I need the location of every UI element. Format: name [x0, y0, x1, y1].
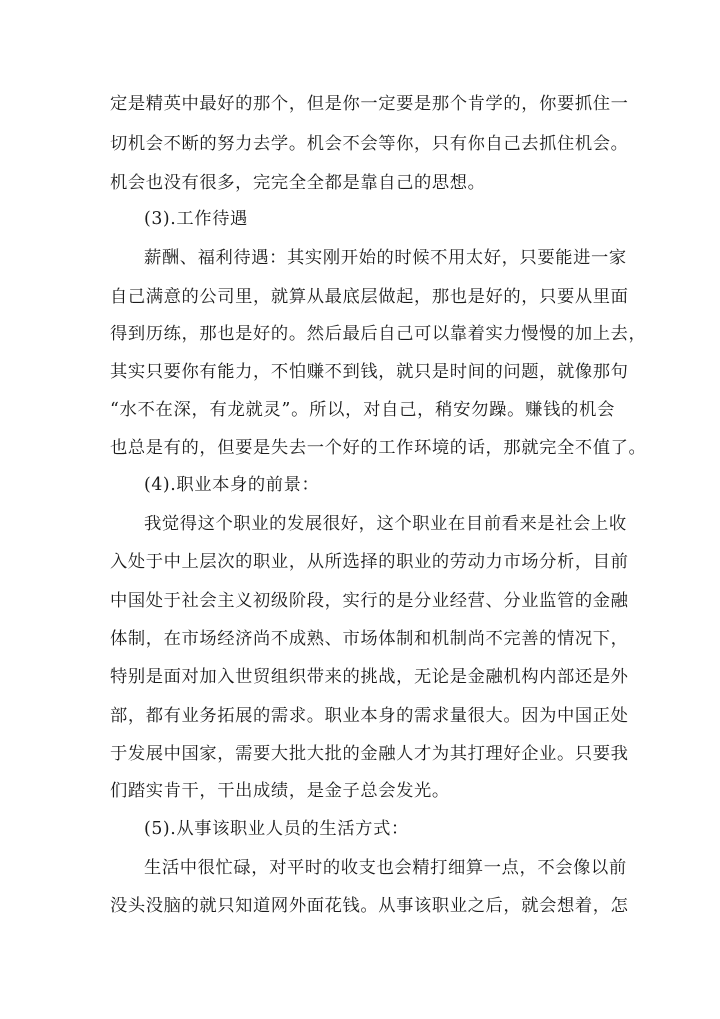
text-line: 定是精英中最好的那个，但是你一定要是那个肯学的，你要抓住一: [110, 94, 629, 114]
text-line: 于发展中国家，需要大批大批的金融人才为其打理好企业。只要我: [110, 744, 629, 764]
text-line: 我觉得这个职业的发展很好，这个职业在目前看来是社会上收: [144, 514, 627, 534]
text-line: 自己满意的公司里，就算从最底层做起，那也是好的，只要从里面: [110, 287, 629, 307]
text-line: 机会也没有很多，完完全全都是靠自己的思想。: [110, 173, 486, 193]
section-heading: (4).职业本身的前景：: [144, 475, 320, 495]
text-line: 们踏实肯干，干出成绩，是金子总会发光。: [110, 781, 450, 801]
section-heading: (5).从事该职业人员的生活方式：: [144, 819, 409, 839]
text-line: 体制，在市场经济尚不成熟、市场体制和机制尚不完善的情况下，: [110, 629, 629, 649]
text-line: 也总是有的，但要是失去一个好的工作环境的话，那就完全不值了。: [110, 438, 647, 458]
text-line: 入处于中上层次的职业，从所选择的职业的劳动力市场分析，目前: [110, 552, 629, 572]
section-heading: (3).工作待遇: [144, 209, 248, 229]
text-line: 其实只要你有能力，不怕赚不到钱，就只是时间的问题，就像那句: [110, 362, 629, 382]
text-line: 得到历练，那也是好的。然后最后自己可以靠着实力慢慢的加上去，: [110, 324, 647, 344]
text-line: 特别是面对加入世贸组织带来的挑战，无论是金融机构内部还是外: [110, 667, 629, 687]
text-line: “水不在深，有龙就灵”。所以，对自己，稍安勿躁。赚钱的机会: [110, 400, 615, 420]
text-line: 中国处于社会主义初级阶段，实行的是分业经营、分业监管的金融: [110, 591, 629, 611]
text-line: 薪酬、福利待遇：其实刚开始的时候不用太好，只要能进一家: [144, 248, 627, 268]
text-line: 切机会不断的努力去学。机会不会等你，只有你自己去抓住机会。: [110, 134, 629, 154]
text-line: 没头没脑的就只知道网外面花钱。从事该职业之后，就会想着，怎: [110, 896, 629, 916]
text-line: 部，都有业务拓展的需求。职业本身的需求量很大。因为中国正处: [110, 706, 629, 726]
text-line: 生活中很忙碌，对平时的收支也会精打细算一点，不会像以前: [144, 858, 627, 878]
